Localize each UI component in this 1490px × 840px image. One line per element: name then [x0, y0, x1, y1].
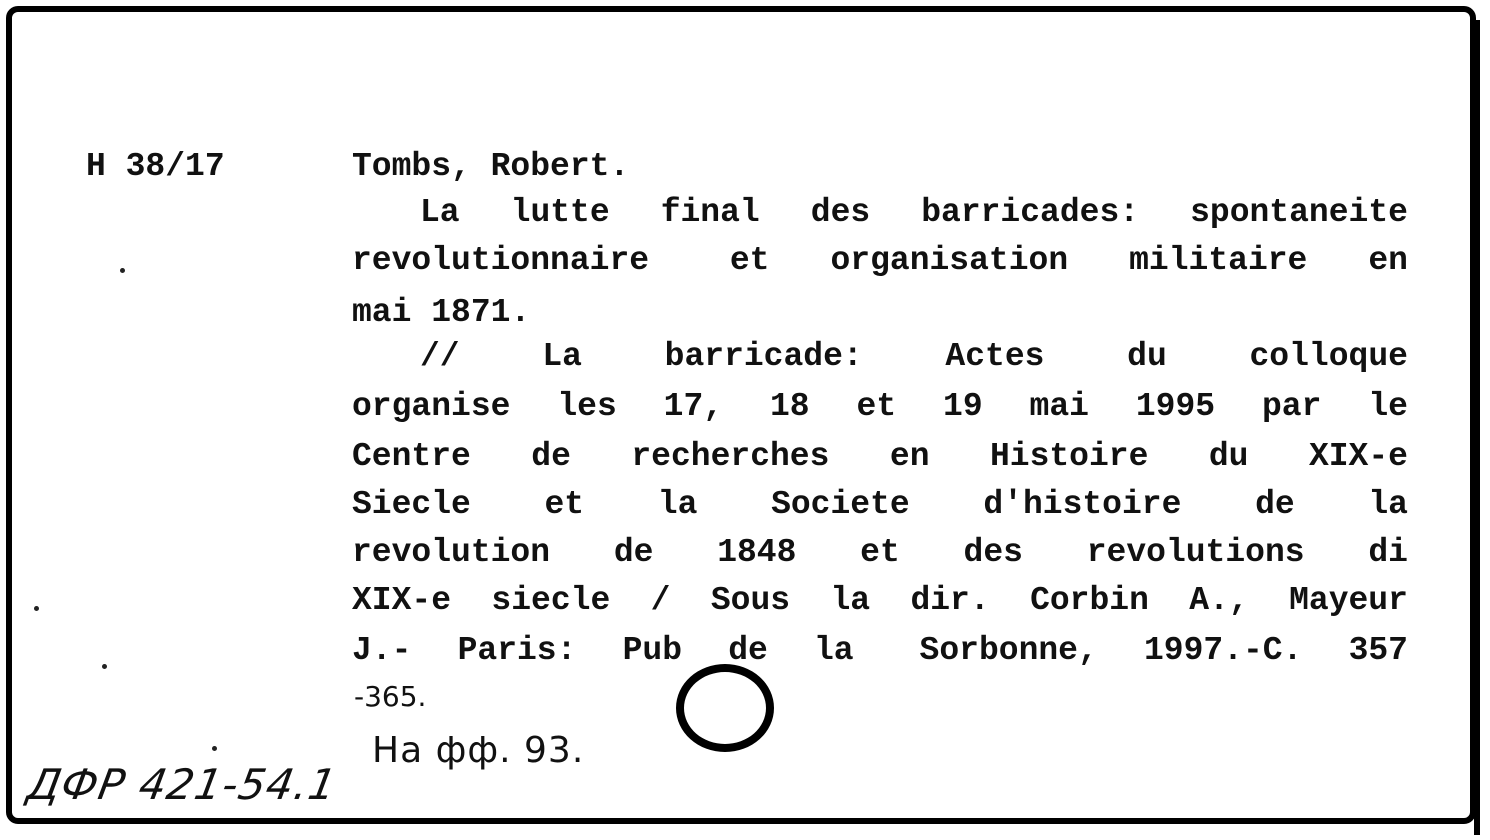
word: Sous [710, 582, 791, 619]
word: lutte [510, 194, 610, 231]
word: 17, [663, 388, 724, 425]
word: et [710, 242, 770, 279]
word: du [1127, 338, 1167, 375]
word: Sorbonne, [899, 632, 1098, 669]
shelf-mark: ДФР 421-54.1 [23, 760, 341, 809]
word: revolutions [1086, 534, 1305, 571]
word: en [1368, 242, 1408, 279]
word: recherches [631, 438, 830, 475]
speck [34, 606, 39, 611]
word: barricades: [921, 194, 1140, 231]
word: et [544, 486, 585, 523]
word: du [1208, 438, 1249, 475]
word: organisation [830, 242, 1069, 279]
word: 18 [770, 388, 810, 425]
word: organise [352, 388, 511, 425]
source-line-2 [352, 388, 1408, 425]
call-number: H 38/17 [86, 148, 225, 185]
word: Corbin [1030, 582, 1149, 619]
handwritten-note: На фф. 93. [372, 730, 585, 771]
word: en [889, 438, 930, 475]
source-line-7 [352, 632, 1408, 669]
word: 1997.-C. [1143, 632, 1303, 669]
word: mai [1029, 388, 1089, 425]
word: le [1368, 388, 1408, 425]
word: colloque [1249, 338, 1408, 375]
source-line-3 [352, 438, 1408, 475]
word: XIX-e [352, 582, 452, 619]
speck [102, 664, 107, 669]
word: di [1368, 534, 1408, 571]
punch-hole-circle [676, 664, 774, 752]
word: de [613, 534, 654, 571]
word: / [650, 582, 671, 619]
page-range: -365. [354, 680, 427, 713]
word: Histoire [989, 438, 1149, 475]
word: par [1262, 388, 1322, 425]
title-line-1 [420, 194, 1408, 231]
word: final [660, 194, 760, 231]
word: militaire [1129, 242, 1308, 279]
author-name: Tombs, Robert. [352, 148, 630, 185]
word: la [830, 582, 871, 619]
word: de [728, 632, 768, 669]
word: des [810, 194, 871, 231]
word: Siecle [352, 486, 471, 523]
word: Societe [771, 486, 910, 523]
source-line-4 [352, 486, 1408, 523]
word: et [860, 534, 900, 571]
word: de [531, 438, 571, 475]
word: 1848 [717, 534, 797, 571]
word: 357 [1348, 632, 1408, 669]
word: Paris: [457, 632, 577, 669]
source-line-5 [352, 534, 1408, 571]
word: barricade: [664, 338, 863, 375]
word: siecle [491, 582, 611, 619]
word: spontaneite [1190, 194, 1408, 231]
word: la [1368, 486, 1408, 523]
word: Centre [352, 438, 471, 475]
word: 1871. [431, 294, 531, 331]
source-line-1 [420, 338, 1408, 375]
word: Mayeur [1289, 582, 1408, 619]
word: La [420, 194, 460, 231]
speck [120, 268, 125, 273]
word: de [1255, 486, 1295, 523]
word: et [856, 388, 897, 425]
author-line [352, 148, 1408, 185]
word: mai [352, 294, 412, 331]
word: d'histoire [983, 486, 1182, 523]
title-line-3 [352, 294, 1408, 331]
word: la [657, 486, 698, 523]
word: les [557, 388, 617, 425]
word: Actes [945, 338, 1045, 375]
word: XIX-e [1308, 438, 1408, 475]
title-line-2 [352, 242, 1408, 279]
word: Pub [622, 632, 683, 669]
word: 1995 [1135, 388, 1216, 425]
word: des [963, 534, 1023, 571]
source-line-6 [352, 582, 1408, 619]
word: revolution [352, 534, 551, 571]
word: La [542, 338, 582, 375]
word: 19 [943, 388, 983, 425]
word: A., [1189, 582, 1249, 619]
word: la [813, 632, 854, 669]
word: dir. [910, 582, 990, 619]
word: revolutionnaire [352, 242, 650, 279]
word: J.- [352, 632, 412, 669]
word: // [420, 338, 460, 375]
speck [212, 746, 217, 751]
